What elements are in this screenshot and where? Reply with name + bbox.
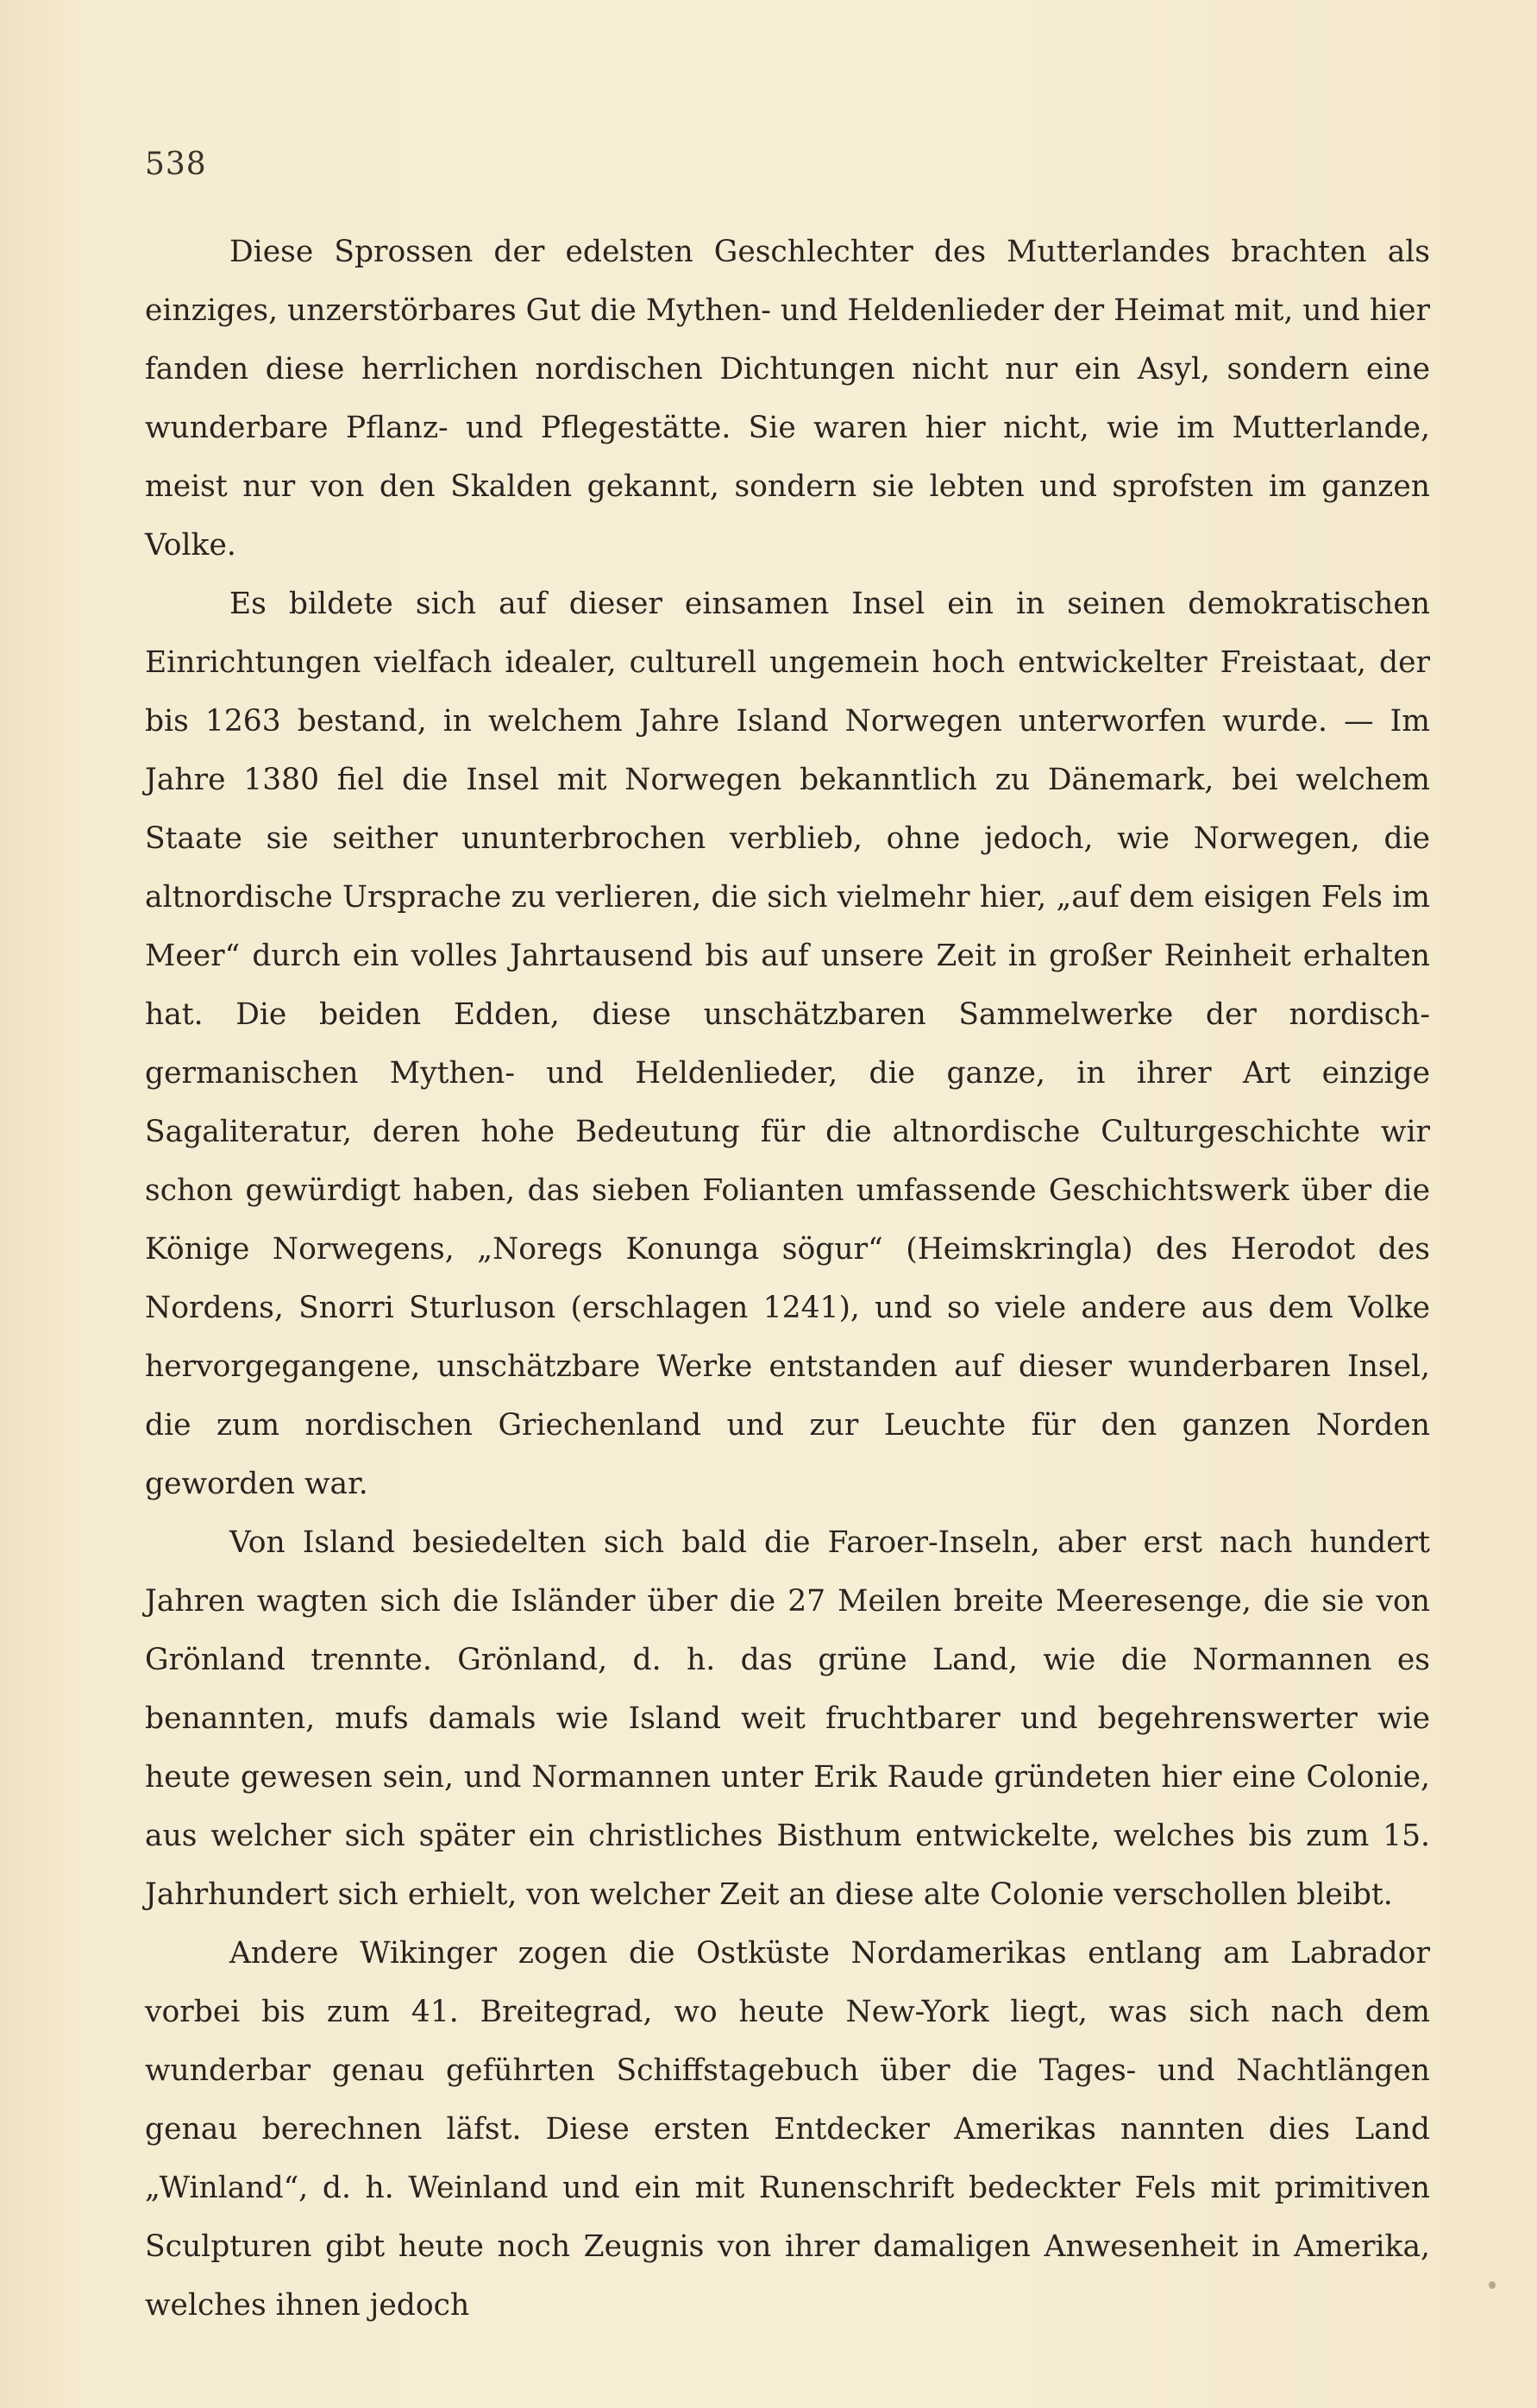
paper-speck [1489, 2281, 1496, 2289]
paragraph-3: Von Island besiedelten sich bald die Faroer-Inseln, aber erst nach hundert Jahren wagten sich die Isländer über die 27 Meilen breite Meeresenge, die sie von Grönland trennte. Grönland, d. h. das grüne Land, wie die Normannen es benannten, mufs damals wie Island weit fruchtbarer und begehrenswerter wie heute gewesen sein, und Normannen unter Erik Raude gründeten hier eine Colonie, aus welcher sich später ein christliches Bisthum entwickelte, welches bis zum 15. Jahrhundert sich erhielt, von welcher Zeit an diese alte Colonie verschollen bleibt. [145, 1525, 1430, 1912]
paragraph-1: Diese Sprossen der edelsten Geschlechter des Mutterlandes brachten als einziges, unzerstörbares Gut die Mythen- und Heldenlieder der Heimat mit, und hier fanden diese herrlichen nordischen Dichtungen nicht nur ein Asyl, sondern eine wunderbare Pflanz- und Pflegestätte. Sie waren hier nicht, wie im Mutterlande, meist nur von den Skalden gekannt, sondern sie lebten und sprofsten im ganzen Volke. [145, 235, 1430, 563]
page-number: 538 [145, 147, 207, 182]
paragraph-4: Andere Wikinger zogen die Ostküste Nordamerikas entlang am Labrador vorbei bis zum 41. Breitegrad, wo heute New-York liegt, was sich nach dem wunderbar genau geführten Schiffstagebuch über die Tages- und Nachtlängen genau berechnen läfst. Diese ersten Entdecker Amerikas nannten dies Land „Winland“, d. h. Weinland und ein mit Runenschrift bedeckter Fels mit primitiven Sculpturen gibt heute noch Zeugnis von ihrer damaligen Anwesenheit in Amerika, welches ihnen jedoch [145, 1936, 1430, 2323]
body-text [145, 223, 1430, 2335]
paragraph-2: Es bildete sich auf dieser einsamen Insel ein in seinen demokratischen Einrichtungen vielfach idealer, culturell ungemein hoch entwickelter Freistaat, der bis 1263 bestand, in welchem Jahre Island Norwegen unterworfen wurde. — Im Jahre 1380 fiel die Insel mit Norwegen bekanntlich zu Dänemark, bei welchem Staate sie seither ununterbrochen verblieb, ohne jedoch, wie Norwegen, die altnordische Ursprache zu verlieren, die sich vielmehr hier, „auf dem eisigen Fels im Meer“ durch ein volles Jahrtausend bis auf unsere Zeit in großer Reinheit erhalten hat. Die beiden Edden, diese unschätzbaren Sammelwerke der nordisch-germanischen Mythen- und Heldenlieder, die ganze, in ihrer Art einzige Sagaliteratur, deren hohe Bedeutung für die altnordische Culturgeschichte wir schon gewürdigt haben, das sieben Folianten umfassende Geschichtswerk über die Könige Norwegens, „Noregs Konunga sögur“ (Heimskringla) des Herodot des Nordens, Snorri Sturluson (erschlagen 1241), und so viele andere aus dem Volke hervorgegangene, unschätzbare Werke entstanden auf dieser wunderbaren Insel, die zum nordischen Griechenland und zur Leuchte für den ganzen Norden geworden war. [145, 587, 1430, 1501]
